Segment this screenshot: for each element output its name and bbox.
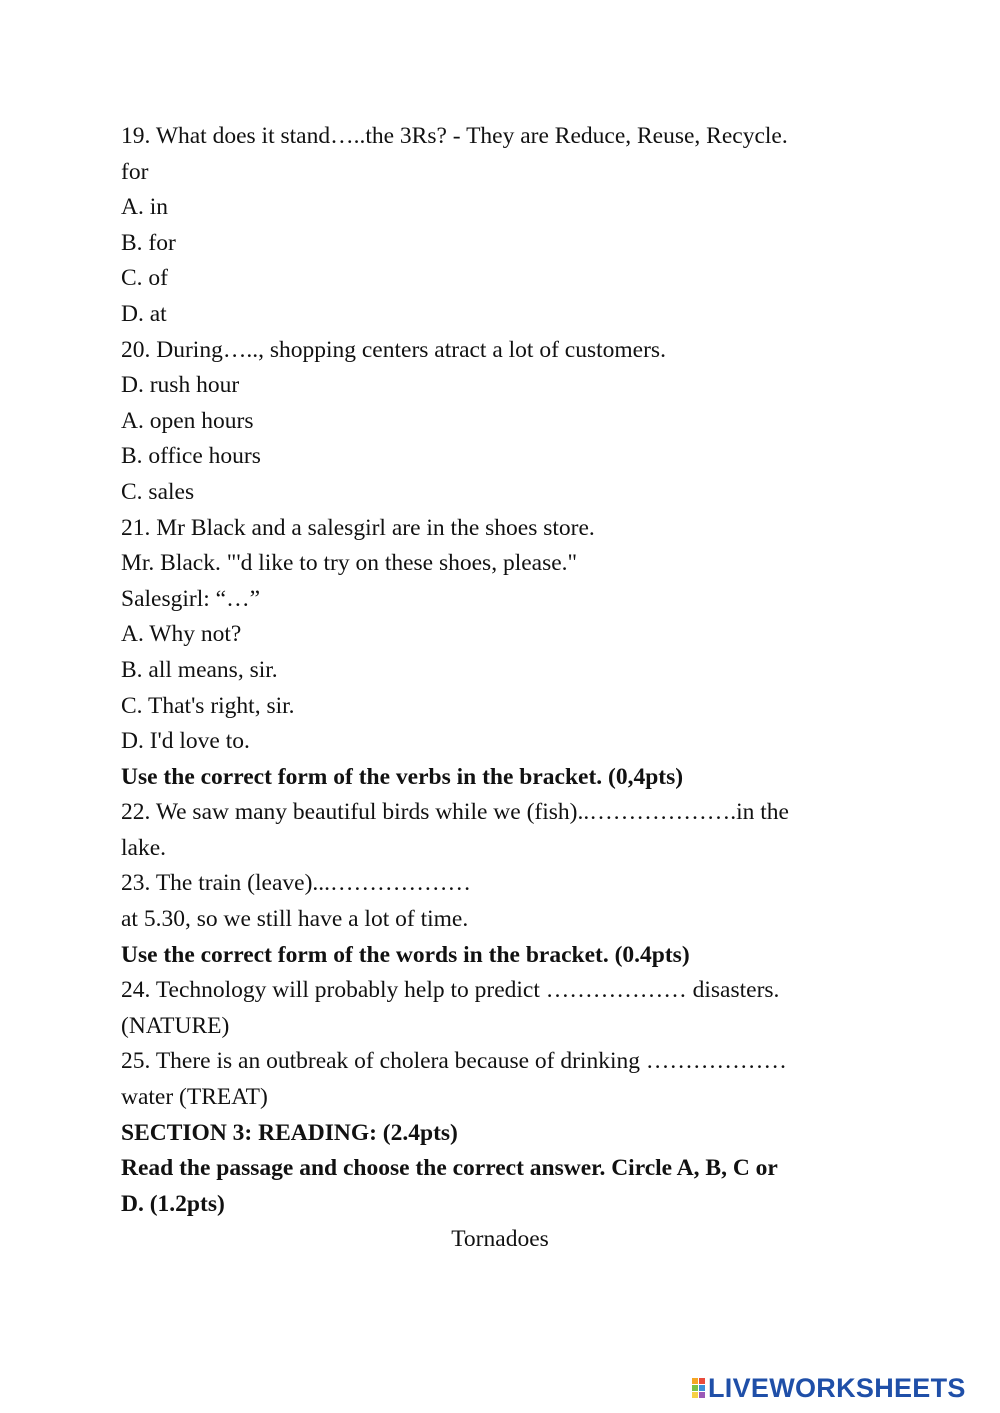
question-19-option-a: A. in bbox=[121, 194, 168, 221]
question-21-dialogue-mr-black: Mr. Black. "'d like to try on these shoes, please." bbox=[121, 550, 578, 577]
reading-instruction: Read the passage and choose the correct answer. Circle A, B, C or bbox=[121, 1155, 778, 1182]
question-23-continuation: at 5.30, so we still have a lot of time. bbox=[121, 906, 469, 933]
question-21-dialogue-salesgirl: Salesgirl: “…” bbox=[121, 585, 261, 612]
question-24-text: 24. Technology will probably help to predict ……………… disasters. bbox=[121, 977, 780, 1004]
question-25-continuation: water (TREAT) bbox=[121, 1084, 268, 1111]
logo-square bbox=[692, 1385, 698, 1391]
question-20-option-a: A. open hours bbox=[121, 407, 254, 434]
logo-square bbox=[699, 1385, 705, 1391]
question-20-prompt: 20. During….., shopping centers atract a lot of customers. bbox=[121, 336, 666, 363]
question-20-option-c: C. sales bbox=[121, 478, 195, 505]
question-23-text: 23. The train (leave)...……………… bbox=[121, 870, 472, 897]
question-21-option-a: A. Why not? bbox=[121, 621, 242, 648]
question-19-option-d: D. at bbox=[121, 300, 167, 327]
words-section-heading: Use the correct form of the words in the bracket. (0.4pts) bbox=[121, 941, 690, 968]
logo-square bbox=[692, 1378, 698, 1384]
logo-square bbox=[699, 1392, 705, 1398]
question-22-continuation: lake. bbox=[121, 834, 167, 861]
question-20-answer: D. rush hour bbox=[121, 372, 240, 399]
section-3-heading: SECTION 3: READING: (2.4pts) bbox=[121, 1119, 458, 1146]
question-22-text: 22. We saw many beautiful birds while we (fish)..……………….in the bbox=[121, 799, 789, 826]
liveworksheets-logo bbox=[692, 1374, 966, 1402]
question-25-text: 25. There is an outbreak of cholera because of drinking ……………… bbox=[121, 1048, 787, 1075]
question-19-prompt: 19. What does it stand…..the 3Rs? - They are Reduce, Reuse, Recycle. bbox=[121, 123, 788, 149]
question-24-continuation: (NATURE) bbox=[121, 1012, 230, 1039]
question-21-prompt: 21. Mr Black and a salesgirl are in the shoes store. bbox=[121, 514, 595, 541]
reading-instruction-continuation: D. (1.2pts) bbox=[121, 1190, 225, 1217]
worksheet-content bbox=[121, 119, 891, 1258]
question-21-option-c: C. That's right, sir. bbox=[121, 692, 295, 719]
liveworksheets-logo-text: LIVEWORKSHEETS bbox=[708, 1373, 966, 1403]
question-19-option-b: B. for bbox=[121, 229, 176, 256]
liveworksheets-logo-icon bbox=[692, 1378, 705, 1398]
question-21-option-b: B. all means, sir. bbox=[121, 656, 278, 683]
logo-square bbox=[692, 1392, 698, 1398]
verbs-section-heading: Use the correct form of the verbs in the bracket. (0,4pts) bbox=[121, 763, 684, 790]
question-19-answer: for bbox=[121, 158, 149, 185]
logo-square bbox=[699, 1378, 705, 1384]
question-19-option-c: C. of bbox=[121, 265, 168, 292]
question-21-option-d: D. I'd love to. bbox=[121, 728, 250, 755]
passage-title: Tornadoes bbox=[451, 1226, 549, 1253]
question-20-option-b: B. office hours bbox=[121, 443, 261, 470]
